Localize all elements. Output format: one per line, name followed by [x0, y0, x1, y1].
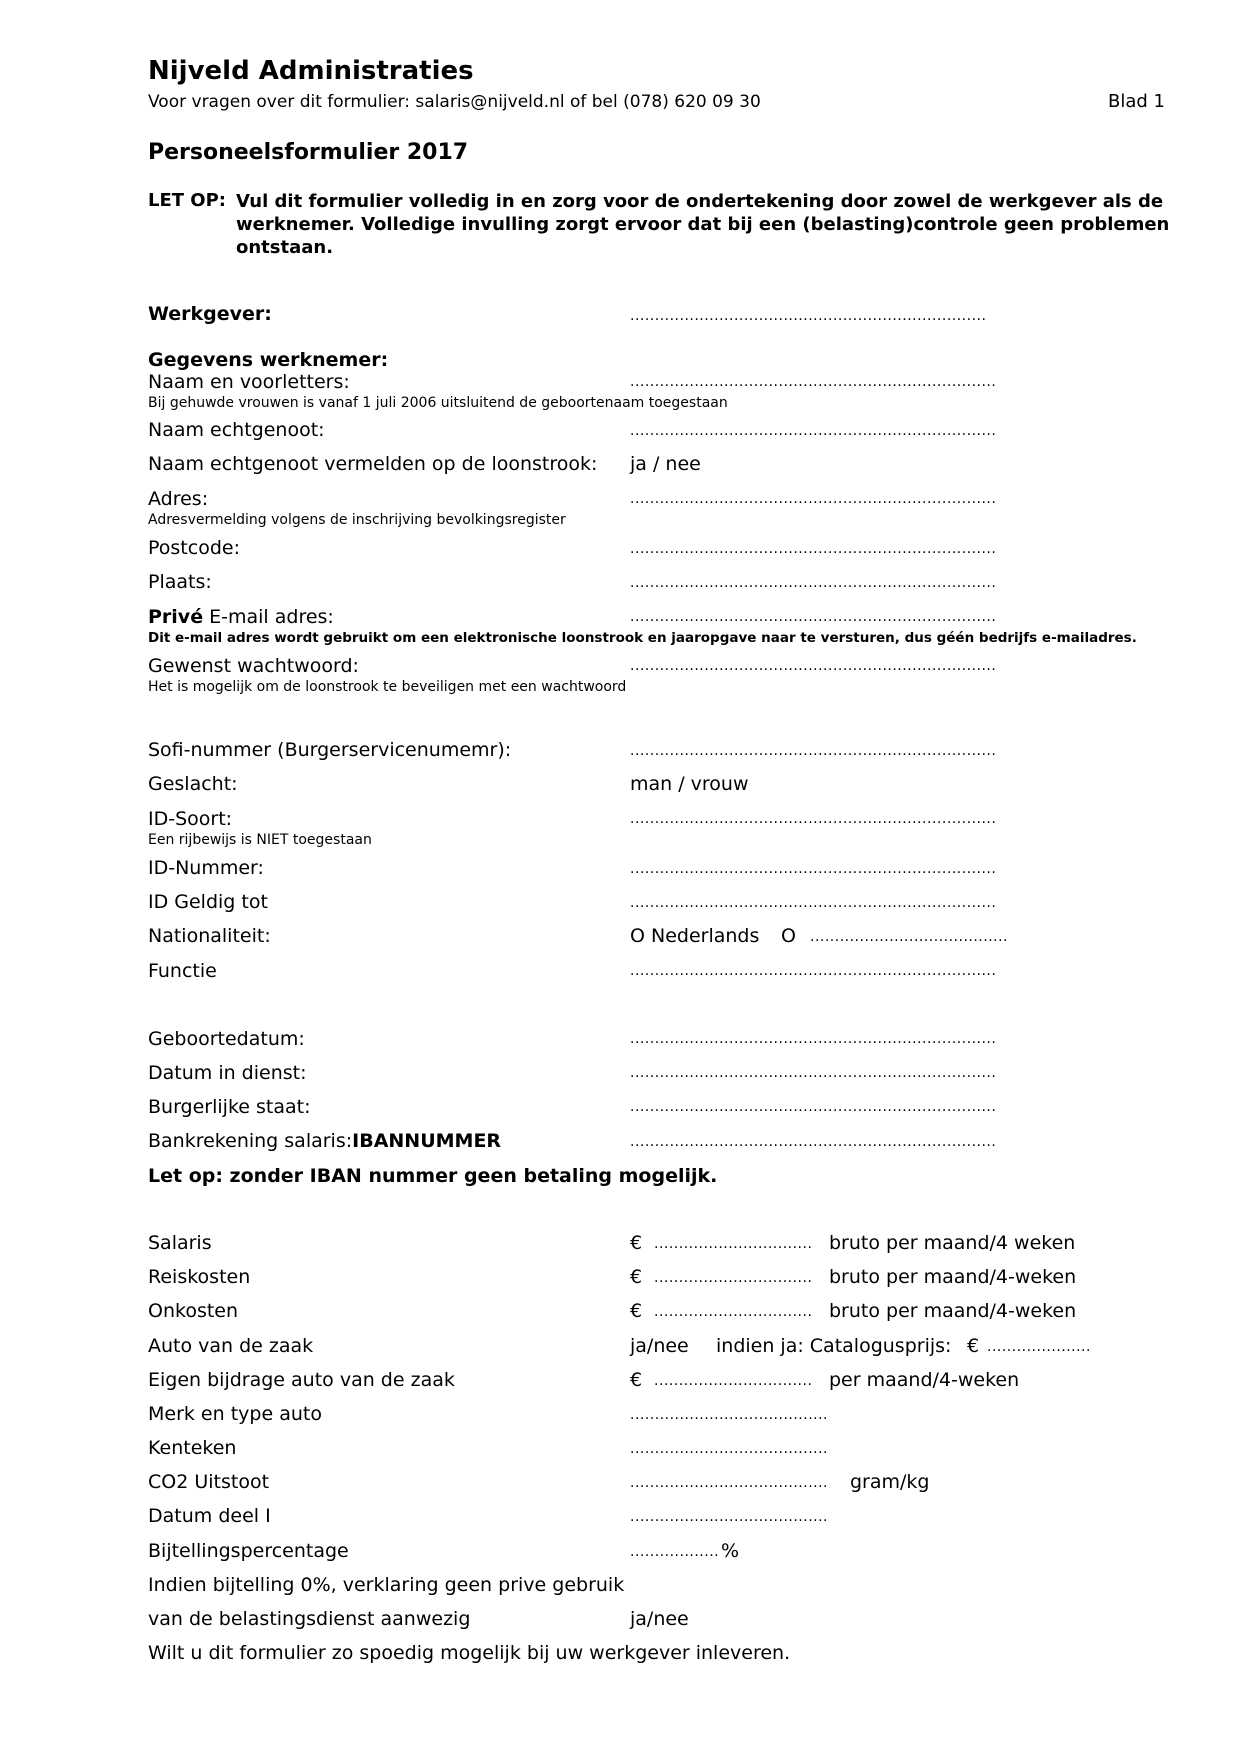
- addition-suffix: %: [721, 1540, 740, 1562]
- iban-label: IBANNUMMER: [352, 1130, 502, 1152]
- brand-field[interactable]: ........................................: [630, 1407, 829, 1423]
- travel-label: Reiskosten: [148, 1266, 251, 1288]
- bank-label-text: Bankrekening salaris:: [148, 1130, 353, 1152]
- nationality-other-field[interactable]: ........................................: [810, 929, 1009, 945]
- contribution-suffix: per maand/4-weken: [829, 1369, 1020, 1391]
- nationality-option-other[interactable]: O: [781, 925, 796, 947]
- postcode-field[interactable]: ..........................................................................: [630, 541, 997, 557]
- notice-label: LET OP:: [148, 190, 227, 211]
- zero-addition-choice[interactable]: ja/nee: [630, 1608, 689, 1630]
- startdate-label: Datum in dienst:: [148, 1062, 307, 1084]
- email-prefix: Privé: [148, 606, 204, 628]
- birthdate-label: Geboortedatum:: [148, 1028, 305, 1050]
- spouse-payslip-choice[interactable]: ja / nee: [630, 453, 701, 475]
- brand-label: Merk en type auto: [148, 1403, 322, 1425]
- contribution-label: Eigen bijdrage auto van de zaak: [148, 1369, 455, 1391]
- birthdate-field[interactable]: ..........................................................................: [630, 1031, 997, 1047]
- civil-status-field[interactable]: ..........................................................................: [630, 1099, 997, 1115]
- car-choice[interactable]: ja/nee: [630, 1335, 689, 1357]
- company-name: Nijveld Administraties: [148, 56, 474, 86]
- password-note: Het is mogelijk om de loonstrook te beveiligen met een wachtwoord: [148, 679, 627, 695]
- travel-field[interactable]: ................................: [654, 1270, 813, 1286]
- address-field[interactable]: ..........................................................................: [630, 491, 997, 507]
- travel-suffix: bruto per maand/4-weken: [829, 1266, 1077, 1288]
- iban-field[interactable]: ..........................................................................: [630, 1134, 997, 1150]
- expenses-currency: €: [630, 1300, 643, 1322]
- salary-field[interactable]: ................................: [654, 1236, 813, 1252]
- car-label: Auto van de zaak: [148, 1335, 314, 1357]
- zero-addition-line2: van de belastingsdienst aanwezig: [148, 1608, 471, 1630]
- email-label: [148, 606, 334, 628]
- sofi-label: Sofi-nummer (Burgerservicenumemr):: [148, 739, 512, 761]
- date-part1-label: Datum deel I: [148, 1505, 271, 1527]
- address-note: Adresvermelding volgens de inschrijving bevolkingsregister: [148, 512, 566, 528]
- spouse-payslip-label: Naam echtgenoot vermelden op de loonstrook:: [148, 453, 598, 475]
- gender-choice[interactable]: man / vrouw: [630, 773, 749, 795]
- name-note: Bij gehuwde vrouwen is vanaf 1 juli 2006 uitsluitend de geboortenaam toegestaan: [148, 395, 728, 411]
- nationality-option-dutch[interactable]: O Nederlands: [630, 925, 760, 947]
- co2-suffix: gram/kg: [850, 1471, 930, 1493]
- salary-suffix: bruto per maand/4 weken: [829, 1232, 1076, 1254]
- gender-label: Geslacht:: [148, 773, 238, 795]
- idvalid-field[interactable]: ..........................................................................: [630, 895, 997, 911]
- addition-label: Bijtellingspercentage: [148, 1540, 349, 1562]
- zero-addition-line1: Indien bijtelling 0%, verklaring geen prive gebruik: [148, 1574, 625, 1596]
- closing-text: Wilt u dit formulier zo spoedig mogelijk bij uw werkgever inleveren.: [148, 1642, 791, 1664]
- sofi-field[interactable]: ..........................................................................: [630, 743, 997, 759]
- contact-line: Voor vragen over dit formulier: salaris@nijveld.nl of bel (078) 620 09 30: [148, 92, 761, 112]
- employee-heading: Gegevens werknemer:: [148, 349, 389, 371]
- address-label: Adres:: [148, 488, 209, 510]
- iban-notice: Let op: zonder IBAN nummer geen betaling mogelijk.: [148, 1165, 718, 1187]
- idnumber-field[interactable]: ..........................................................................: [630, 861, 997, 877]
- plate-label: Kenteken: [148, 1437, 237, 1459]
- idtype-label: ID-Soort:: [148, 808, 233, 830]
- contribution-field[interactable]: ................................: [654, 1373, 813, 1389]
- car-catalog-label: indien ja: Catalogusprijs:: [716, 1335, 952, 1357]
- contribution-currency: €: [630, 1369, 643, 1391]
- password-label: Gewenst wachtwoord:: [148, 655, 359, 677]
- plate-field[interactable]: ........................................: [630, 1441, 829, 1457]
- idtype-note: Een rijbewijs is NIET toegestaan: [148, 832, 372, 848]
- addition-field[interactable]: ..................: [630, 1544, 720, 1560]
- catalog-price-field[interactable]: .....................: [987, 1339, 1091, 1355]
- idvalid-label: ID Geldig tot: [148, 891, 268, 913]
- sheet-number: Blad 1: [1108, 91, 1165, 112]
- postcode-label: Postcode:: [148, 537, 240, 559]
- form-title: Personeelsformulier 2017: [148, 140, 469, 165]
- nationality-label: Nationaliteit:: [148, 925, 271, 947]
- employer-label: Werkgever:: [148, 303, 272, 325]
- travel-currency: €: [630, 1266, 643, 1288]
- bank-label: [148, 1130, 501, 1152]
- function-label: Functie: [148, 960, 217, 982]
- expenses-field[interactable]: ................................: [654, 1304, 813, 1320]
- email-label-text: E-mail adres:: [203, 606, 334, 628]
- salary-currency: €: [630, 1232, 643, 1254]
- city-label: Plaats:: [148, 571, 212, 593]
- notice-text: Vul dit formulier volledig in en zorg voor de ondertekening door zowel de werkgever als de werknemer. Volledige invulling zorgt ervoor dat bij een (belasting)controle geen problemen ontstaan.: [236, 191, 1170, 258]
- city-field[interactable]: ..........................................................................: [630, 575, 997, 591]
- employer-field[interactable]: ........................................................................: [630, 308, 987, 324]
- idnumber-label: ID-Nummer:: [148, 857, 264, 879]
- co2-label: CO2 Uitstoot: [148, 1471, 270, 1493]
- idtype-field[interactable]: ..........................................................................: [630, 811, 997, 827]
- co2-field[interactable]: ........................................: [630, 1475, 829, 1491]
- email-field[interactable]: ..........................................................................: [630, 609, 997, 625]
- spouse-label: Naam echtgenoot:: [148, 419, 325, 441]
- expenses-label: Onkosten: [148, 1300, 239, 1322]
- password-field[interactable]: ..........................................................................: [630, 658, 997, 674]
- catalog-currency: €: [967, 1335, 980, 1357]
- email-note: Dit e-mail adres wordt gebruikt om een elektronische loonstrook en jaaropgave naar te versturen, dus géén bedrijfs e-mailadres.: [148, 630, 1137, 646]
- name-label: Naam en voorletters:: [148, 371, 350, 393]
- startdate-field[interactable]: ..........................................................................: [630, 1065, 997, 1081]
- spouse-field[interactable]: ..........................................................................: [630, 423, 997, 439]
- function-field[interactable]: ..........................................................................: [630, 963, 997, 979]
- name-field[interactable]: ..........................................................................: [630, 374, 997, 390]
- expenses-suffix: bruto per maand/4-weken: [829, 1300, 1077, 1322]
- civil-status-label: Burgerlijke staat:: [148, 1096, 311, 1118]
- date-part1-field[interactable]: ........................................: [630, 1509, 829, 1525]
- salary-label: Salaris: [148, 1232, 212, 1254]
